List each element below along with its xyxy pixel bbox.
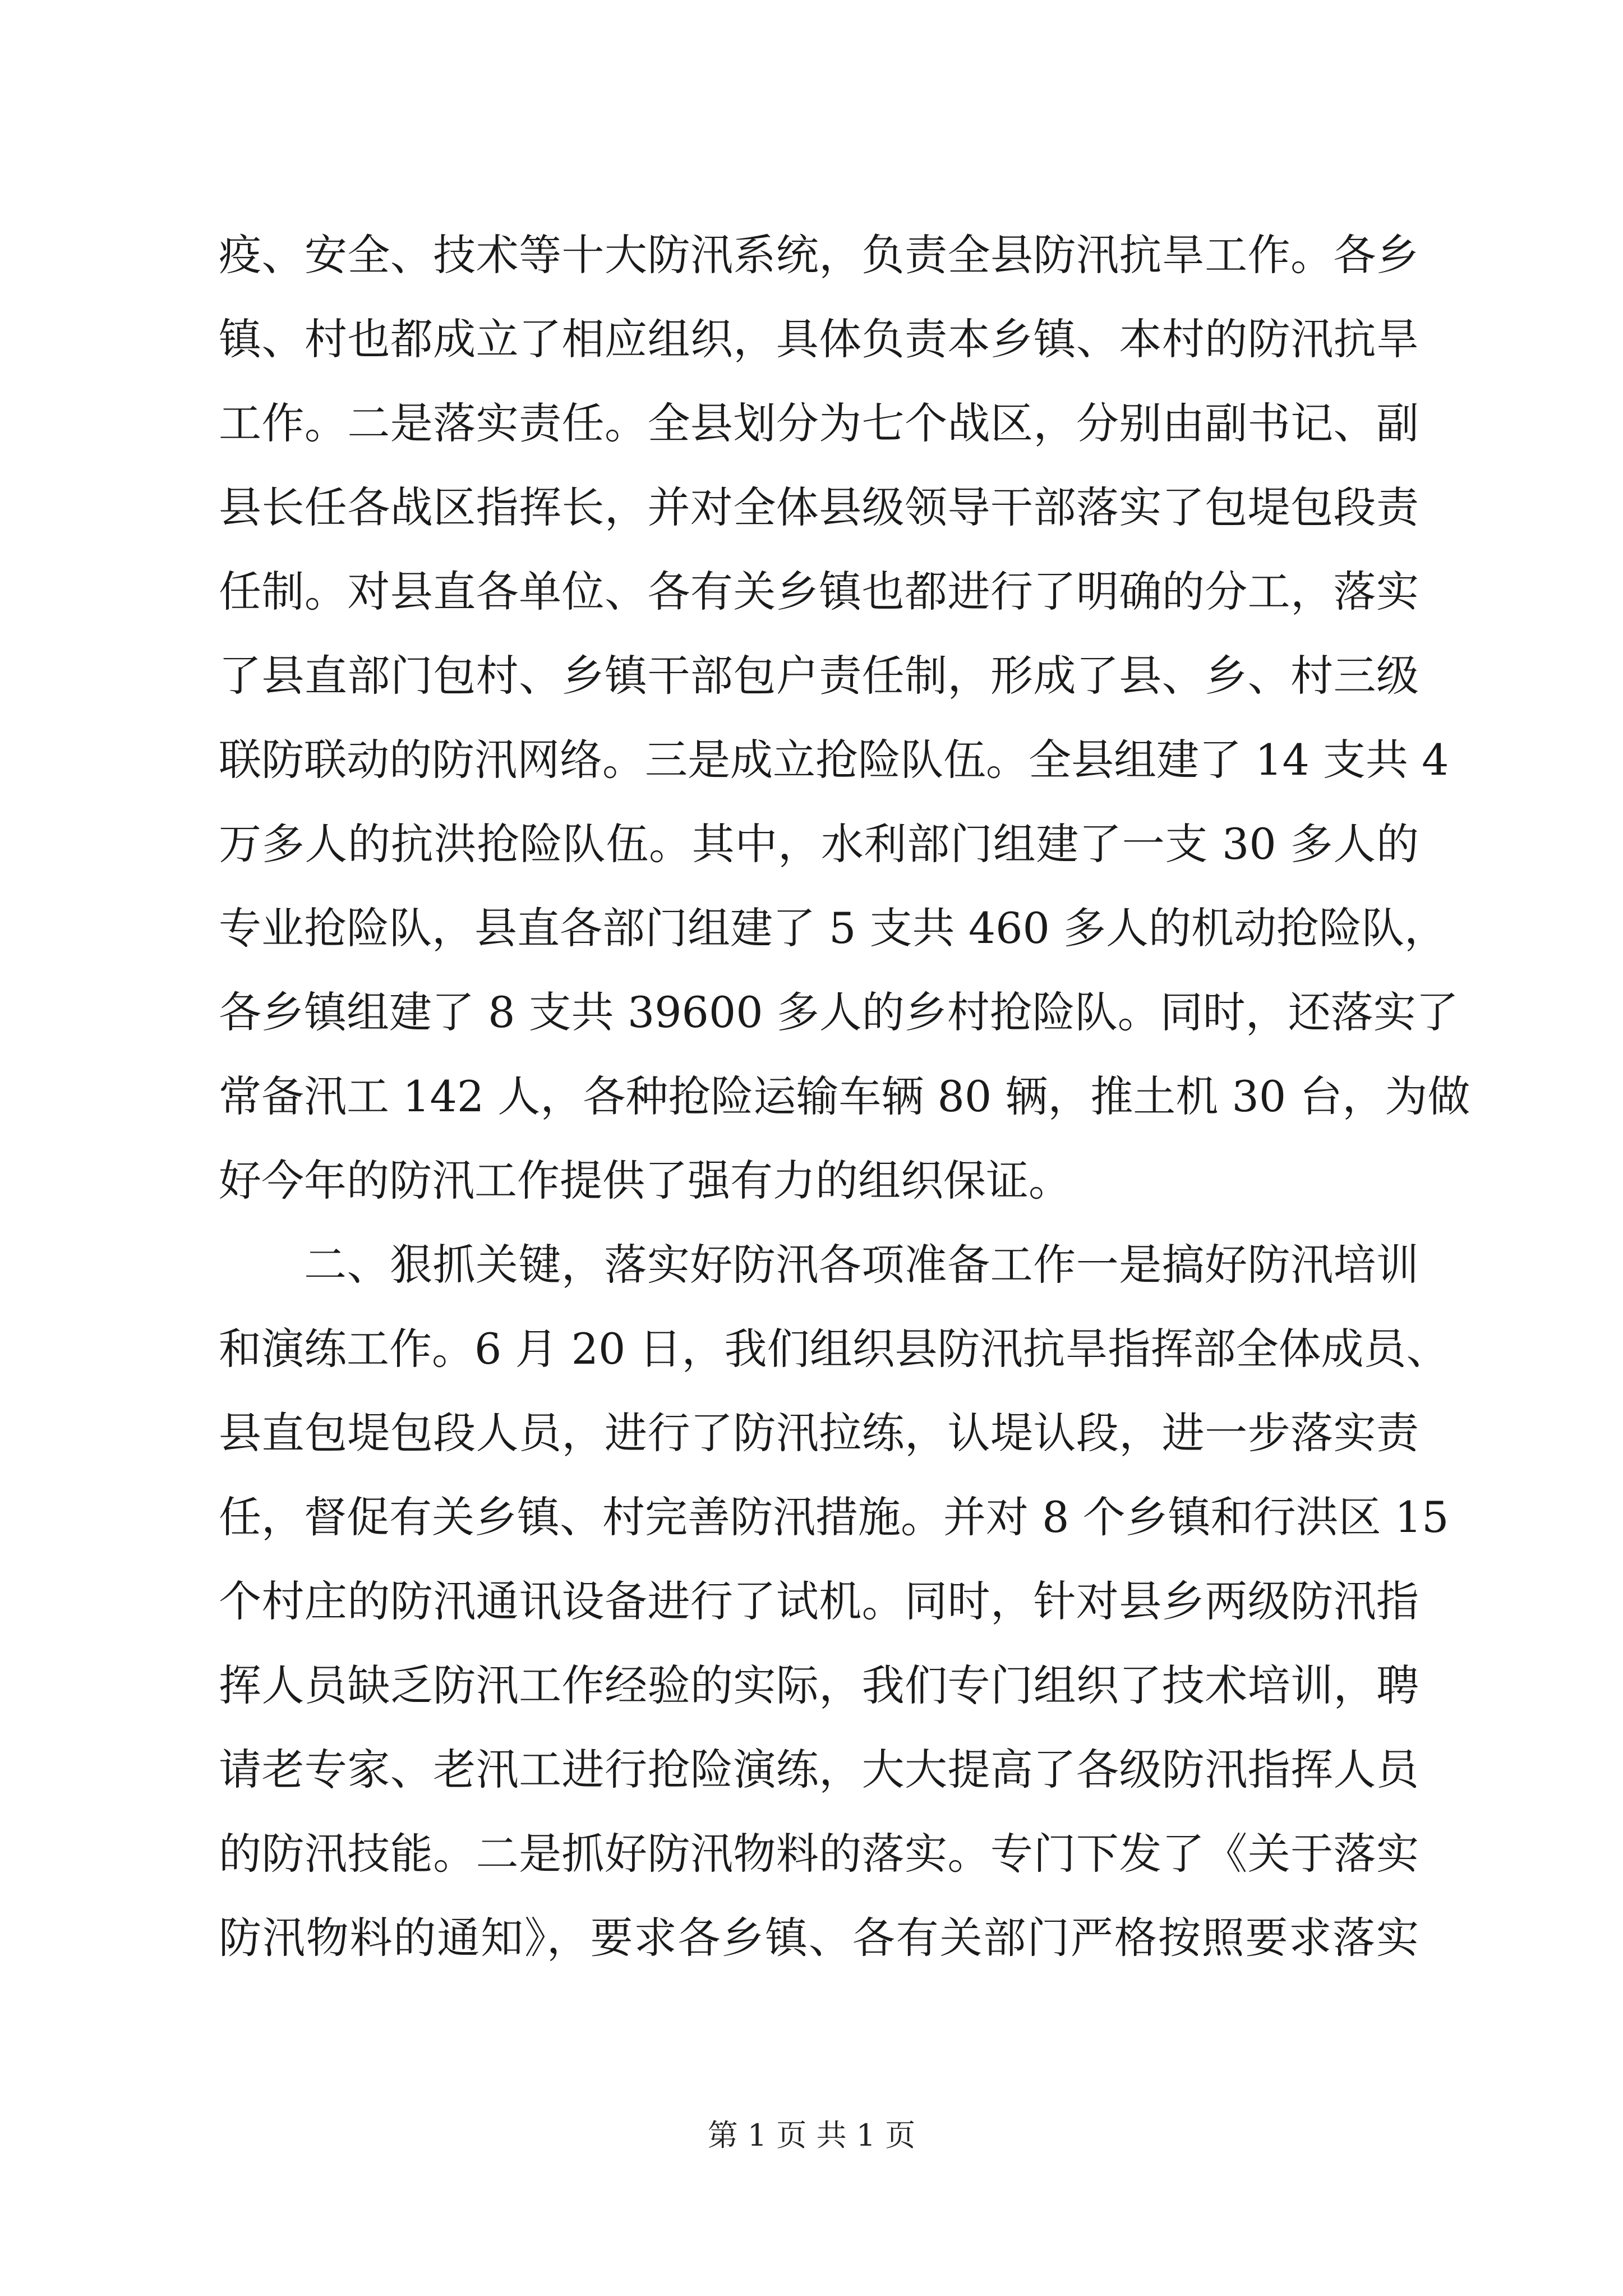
text-line: 常备汛工 142 人，各种抢险运输车辆 80 辆，推土机 30 台，为做 [219,1071,1470,1121]
text-line: 县直包堤包段人员，进行了防汛拉练，认堤认段，进一步落实责 [219,1408,1419,1458]
text-line: 县长任各战区指挥长，并对全体县级领导干部落实了包堤包段责 [219,482,1419,532]
text-line: 请老专家、老汛工进行抢险演练，大大提高了各级防汛指挥人员 [219,1745,1419,1795]
text-line: 防汛物料的通知》，要求各乡镇、各有关部门严格按照要求落实 [219,1913,1419,1963]
text-line: 任，督促有关乡镇、村完善防汛措施。并对 8 个乡镇和行洪区 15 [219,1492,1449,1542]
text-line: 任制。对县直各单位、各有关乡镇也都进行了明确的分工，落实 [219,567,1419,616]
text-line: 好今年的防汛工作提供了强有力的组织保证。 [219,1156,1071,1205]
text-line: 镇、村也都成立了相应组织，具体负责本乡镇、本村的防汛抗旱 [219,314,1419,364]
text-line: 的防汛技能。二是抓好防汛物料的落实。专门下发了《关于落实 [219,1829,1419,1879]
text-line: 个村庄的防汛通讯设备进行了试机。同时，针对县乡两级防汛指 [219,1576,1419,1626]
text-line: 万多人的抗洪抢险队伍。其中，水利部门组建了一支 30 多人的 [219,819,1419,869]
text-line: 各乡镇组建了 8 支共 39600 多人的乡村抢险队。同时，还落实了 [219,987,1459,1037]
text-line: 和演练工作。6 月 20 日，我们组织县防汛抗旱指挥部全体成员、 [219,1324,1449,1374]
text-line: 挥人员缺乏防汛工作经验的实际，我们专门组织了技术培训，聘 [219,1660,1419,1710]
text-line: 疫、安全、技术等十大防汛系统，负责全县防汛抗旱工作。各乡 [219,230,1419,280]
text-line: 专业抢险队，县直各部门组建了 5 支共 460 多人的机动抢险队， [219,903,1447,953]
text-line: 工作。二是落实责任。全县划分为七个战区，分别由副书记、副 [219,398,1419,448]
text-line: 了县直部门包村、乡镇干部包户责任制，形成了县、乡、村三级 [219,651,1419,701]
text-line: 联防联动的防汛网络。三是成立抢险队伍。全县组建了 14 支共 4 [219,735,1449,785]
paragraph-heading-line: 二、狠抓关键，落实好防汛各项准备工作一是搞好防汛培训 [304,1240,1419,1290]
page-footer: 第 1 页 共 1 页 [707,2118,916,2153]
document-body [219,213,1470,1980]
